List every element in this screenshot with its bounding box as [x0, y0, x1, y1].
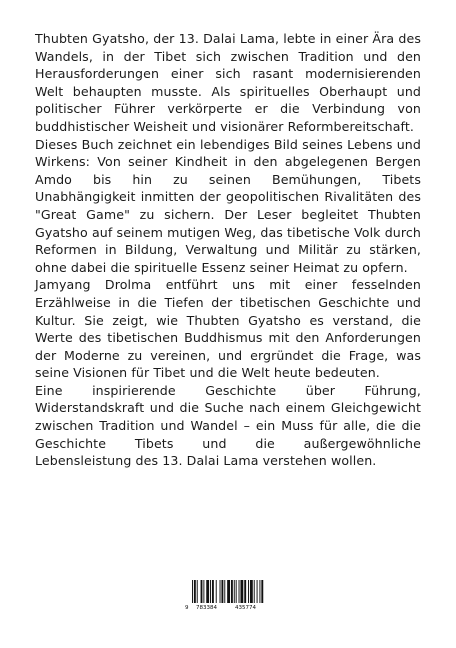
barcode-left-digits: 783384 — [196, 605, 217, 611]
barcode-right-digits: 435774 — [235, 605, 256, 611]
isbn-barcode — [184, 579, 270, 612]
blurb-paragraph: Eine inspirierende Geschichte über Führung, Widerstandskraft und die Suche nach einem Gleichgewicht zwischen Tradition und Wandel – ein Muss für alle, die die Geschichte Tibets und die außergewöhnliche Lebensleistung des 13. Dalai Lama verstehen wollen. — [35, 382, 421, 469]
blurb-paragraph: Dieses Buch zeichnet ein lebendiges Bild seines Lebens und Wirkens: Von seiner Kindheit in den abgelegenen Bergen Amdo bis hin zu seinen Bemühungen, Tibets Unabhängigkeit inmitten der geopolitischen Rivalitäten des "Great Game" zu sichern. Der Leser begleitet Thubten Gyatsho auf seinem mutigen Weg, das tibetische Volk durch Reformen in Bildung, Verwaltung und Militär zu stärken, ohne dabei die spirituelle Essenz seiner Heimat zu opfern. — [35, 136, 421, 275]
blurb-paragraph: Jamyang Drolma entführt uns mit einer fesselnden Erzählweise in die Tiefen der tibetischen Geschichte und Kultur. Sie zeigt, wie Thubten Gyatsho es verstand, die Werte des tibetischen Buddhismus mit den Anforderungen der Moderne zu vereinen, und ergründet die Frage, was seine Visionen für Tibet und die Welt heute bedeuten. — [35, 277, 421, 381]
blurb-paragraph: Thubten Gyatsho, der 13. Dalai Lama, lebte in einer Ära des Wandels, in der Tibet sich zwischen Tradition und den Herausforderungen einer sich rasant modernisierenden Welt behaupten musste. Als spirituelles Oberhaupt und politischer Führer verkörperte er die Verbindung von buddhistischer Weisheit und visionärer Reformbereitschaft. — [35, 31, 421, 134]
back-cover-blurb — [35, 30, 421, 470]
barcode-digits — [184, 604, 270, 612]
barcode-prefix-digit: 9 — [185, 605, 189, 611]
